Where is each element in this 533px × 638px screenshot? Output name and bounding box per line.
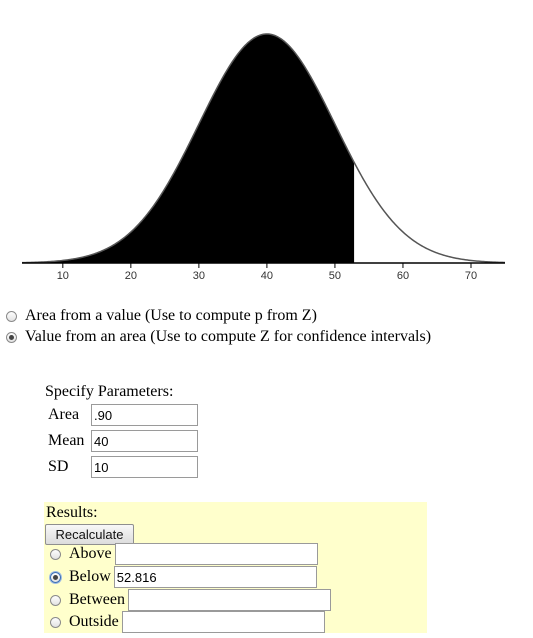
- mean-label: Mean: [48, 432, 85, 449]
- x-axis-tick-label: 20: [124, 270, 137, 282]
- sd-row: [48, 456, 198, 478]
- results-panel: [44, 502, 427, 633]
- shaded-area-below: [22, 34, 354, 263]
- below-label: Below: [69, 568, 111, 585]
- below-radio[interactable]: [50, 572, 61, 583]
- above-radio[interactable]: [50, 549, 61, 560]
- area-from-value-radio[interactable]: [6, 311, 17, 322]
- area-row: [48, 404, 198, 426]
- sd-input[interactable]: [91, 456, 198, 478]
- area-from-value-label: Area from a value (Use to compute p from Z): [25, 307, 317, 324]
- above-input[interactable]: [115, 543, 318, 565]
- area-input[interactable]: [91, 404, 198, 426]
- between-input[interactable]: [128, 589, 331, 611]
- result-row-outside: [50, 611, 325, 633]
- outside-label: Outside: [69, 613, 119, 630]
- value-from-area-label: Value from an area (Use to compute Z for confidence intervals): [25, 328, 432, 345]
- x-axis-tick-label: 60: [396, 270, 410, 282]
- parameters-title: Specify Parameters:: [45, 383, 174, 400]
- result-row-above: [50, 543, 318, 565]
- x-axis-tick-label: 40: [260, 270, 274, 282]
- between-radio[interactable]: [50, 595, 61, 606]
- value-from-area-radio[interactable]: [6, 332, 17, 343]
- mean-input[interactable]: [91, 430, 198, 452]
- parameters-panel: [45, 382, 174, 475]
- sd-label: SD: [48, 458, 69, 475]
- below-input[interactable]: [114, 566, 317, 588]
- mode-option-area-from-value[interactable]: [6, 306, 317, 326]
- results-title: Results:: [46, 504, 98, 521]
- mode-option-value-from-area[interactable]: [6, 327, 431, 347]
- result-row-between: [50, 589, 331, 611]
- x-axis-tick-label: 10: [56, 270, 69, 282]
- normal-distribution-chart: [0, 0, 533, 290]
- outside-radio[interactable]: [50, 617, 61, 628]
- x-axis-tick-label: 30: [192, 270, 205, 282]
- above-label: Above: [69, 545, 112, 562]
- between-label: Between: [69, 591, 125, 608]
- recalculate-button[interactable]: Recalculate: [45, 524, 134, 545]
- x-axis-tick-label: 50: [328, 270, 342, 282]
- mean-row: [48, 430, 198, 452]
- outside-input[interactable]: [122, 611, 325, 633]
- area-label: Area: [48, 406, 80, 423]
- x-axis-tick-label: 70: [464, 270, 478, 282]
- result-row-below: [50, 566, 317, 588]
